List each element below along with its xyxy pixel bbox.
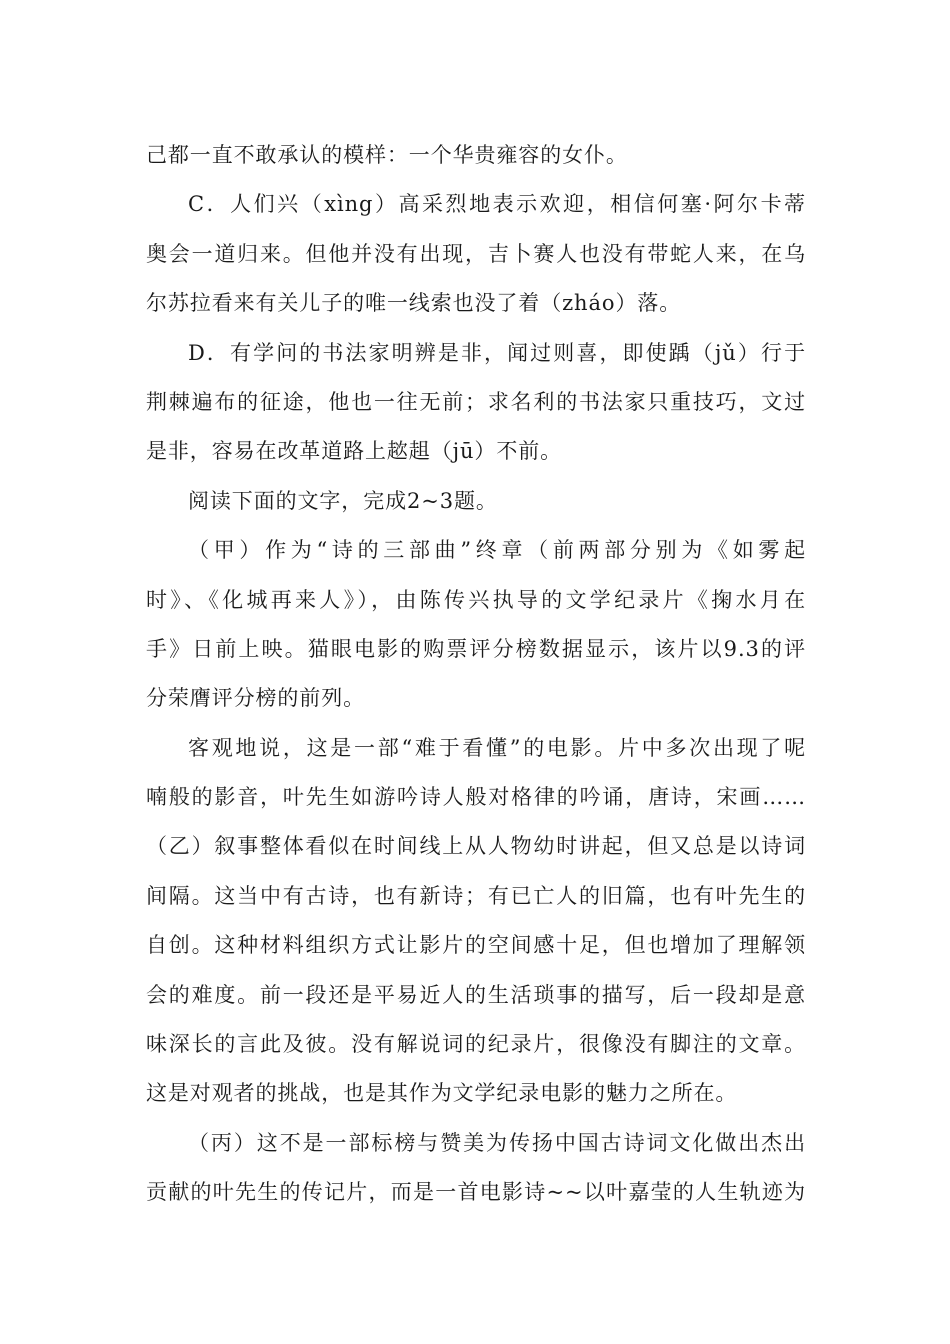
text-line: 会的难度。前一段还是平易近人的生活琐事的描写，后一段却是意 [146,982,806,1007]
text-line: 客观地说，这是一部“难于看懂”的电影。片中多次出现了呢 [188,735,806,760]
text-line: 时》、《化城再来人》），由陈传兴执导的文学纪录片《掬水月在 [146,587,806,612]
text-line: 这是对观者的挑战，也是其作为文学纪录电影的魅力之所在。 [146,1081,738,1106]
text-line: 奥会一道归来。但他并没有出现，吉卜赛人也没有带蛇人来，在乌 [146,241,806,266]
text-line: 自创。这种材料组织方式让影片的空间感十足，但也增加了理解领 [146,933,806,958]
text-line: 味深长的言此及彼。没有解说词的纪录片，很像没有脚注的文章。 [146,1032,806,1057]
text-line: 贡献的叶先生的传记片，而是一首电影诗~~以叶嘉莹的人生轨迹为 [146,1180,806,1205]
text-line: 分荣膺评分榜的前列。 [146,686,365,711]
text-line: 手》日前上映。猫眼电影的购票评分榜数据显示，该片以9.3的评 [146,636,806,661]
text-line: 己都一直不敢承认的模样：一个华贵雍容的女仆。 [146,143,628,167]
text-line: C．人们兴（xìng）高采烈地表示欢迎，相信何塞·阿尔卡蒂 [188,192,806,217]
text-line: 间隔。这当中有古诗，也有新诗；有已亡人的旧篇，也有叶先生的 [146,883,806,908]
document-body [146,131,806,1218]
text-line: （丙）这不是一部标榜与赞美为传扬中国古诗词文化做出杰出 [188,1130,806,1155]
text-line: 荆棘遍布的征途，他也一往无前；求名利的书法家只重技巧，文过 [146,389,806,414]
text-line: （甲）作为“诗的三部曲”终章（前两部分别为《如雾起 [188,538,806,563]
text-line: 喃般的影音，叶先生如游吟诗人般对格律的吟诵，唐诗，宋画…… [146,785,806,810]
text-line: 是非，容易在改革道路上趑趄（jū）不前。 [146,439,563,464]
text-line: 尔苏拉看来有关儿子的唯一线索也没了着（zháo）落。 [146,291,682,316]
text-line: 阅读下面的文字，完成2~3题。 [188,488,498,513]
text-line: （乙）叙事整体看似在时间线上从人物幼时讲起，但又总是以诗词 [146,834,806,859]
text-line: D．有学问的书法家明辨是非，闻过则喜，即使踽（jǔ）行于 [188,340,806,365]
